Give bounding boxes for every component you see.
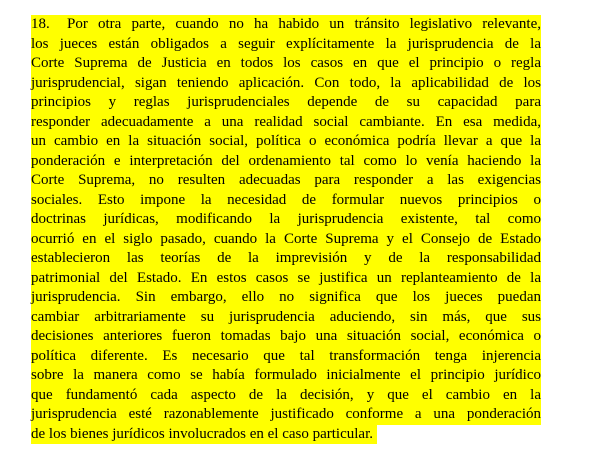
paragraph-line xyxy=(31,269,541,289)
paragraph-line-text: responder adecuadamente a una realidad social cambiante. En esa medida, xyxy=(31,113,541,133)
paragraph-line xyxy=(31,15,541,35)
paragraph-line xyxy=(31,405,541,425)
paragraph-line xyxy=(31,288,541,308)
paragraph-line-text: sociales. Esto impone la necesidad de formular nuevos principios o xyxy=(31,191,541,211)
paragraph-line-text: un cambio en la situación social, política o económica podría llevar a que la xyxy=(31,132,541,152)
paragraph-line-text: patrimonial del Estado. En estos casos se justifica un replanteamiento de la xyxy=(31,269,541,289)
paragraph-line-text: que fundamentó cada aspecto de la decisión, y que el cambio en la xyxy=(31,386,541,406)
paragraph-line xyxy=(31,230,541,250)
paragraph-line xyxy=(31,308,541,328)
paragraph-line-text: principios y reglas jurisprudenciales depende de su capacidad para xyxy=(31,93,541,113)
paragraph-line xyxy=(31,425,541,445)
paragraph-line xyxy=(31,210,541,230)
paragraph-line xyxy=(31,35,541,55)
paragraph-line xyxy=(31,191,541,211)
paragraph-line xyxy=(31,74,541,94)
paragraph-line-text: Corte Suprema, no resulten adecuadas para responder a las exigencias xyxy=(31,171,541,191)
paragraph-line-text: de los bienes jurídicos involucrados en el caso particular. xyxy=(31,425,377,445)
paragraph-line-text: ocurrió en el siglo pasado, cuando la Corte Suprema y el Consejo de Estado xyxy=(31,230,541,250)
paragraph-line xyxy=(31,327,541,347)
paragraph-line xyxy=(31,249,541,269)
paragraph-line xyxy=(31,152,541,172)
paragraph-18 xyxy=(31,15,541,444)
paragraph-line xyxy=(31,347,541,367)
paragraph-line xyxy=(31,54,541,74)
paragraph-line-text: jurisprudencial, sigan teniendo aplicación. Con todo, la aplicabilidad de los xyxy=(31,74,541,94)
paragraph-line-text: decisiones anteriores fueron tomadas bajo una situación social, económica o xyxy=(31,327,541,347)
paragraph-number: 18. xyxy=(31,16,50,32)
paragraph-line-text: sobre la manera como se había formulado inicialmente el principio jurídico xyxy=(31,366,541,386)
paragraph-line xyxy=(31,132,541,152)
paragraph-line-text: jurisprudencia. Sin embargo, ello no significa que los jueces puedan xyxy=(31,288,541,308)
paragraph-line-text: establecieron las teorías de la imprevisión y de la responsabilidad xyxy=(31,249,541,269)
paragraph-line-text: ponderación e interpretación del ordenamiento tal como lo venía haciendo la xyxy=(31,152,541,172)
paragraph-line xyxy=(31,93,541,113)
paragraph-line xyxy=(31,113,541,133)
paragraph-line-text: Por otra parte, cuando no ha habido un tránsito legislativo relevante, xyxy=(67,16,541,32)
paragraph-line-text: jurisprudencia esté razonablemente justificado conforme a una ponderación xyxy=(31,405,541,425)
paragraph-line-text: los jueces están obligados a seguir explícitamente la jurisprudencia de la xyxy=(31,35,541,55)
paragraph-line-text: política diferente. Es necesario que tal transformación tenga injerencia xyxy=(31,347,541,367)
paragraph-line-text: doctrinas jurídicas, modificando la jurisprudencia existente, tal como xyxy=(31,210,541,230)
paragraph-line-text: cambiar arbitrariamente su jurisprudencia aduciendo, sin más, que sus xyxy=(31,308,541,328)
paragraph-line xyxy=(31,366,541,386)
paragraph-line xyxy=(31,171,541,191)
paragraph-line xyxy=(31,386,541,406)
paragraph-line-text: Corte Suprema de Justicia en todos los casos en que el principio o regla xyxy=(31,54,541,74)
